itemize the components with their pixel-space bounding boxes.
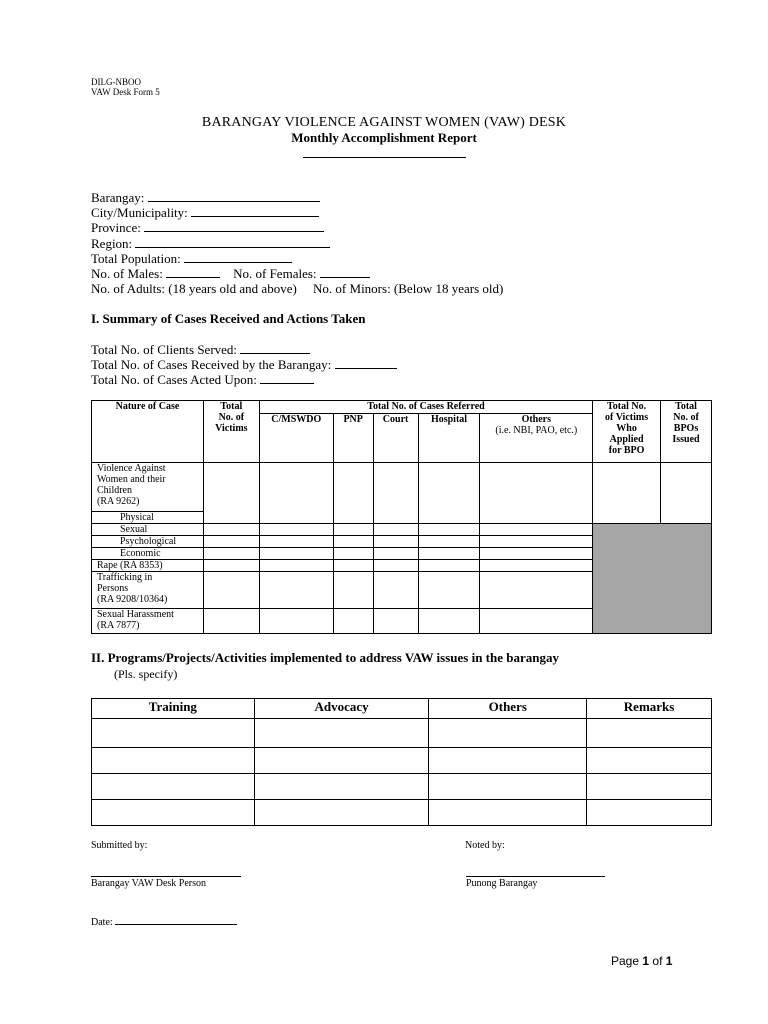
shaded-cell [593,524,712,634]
date-label: Date: [91,917,113,928]
row-label-sexual: Sexual [92,524,204,536]
population-label: Total Population: [91,250,181,266]
form-code-line1: DILG-NBOO [91,77,141,87]
table-cell[interactable] [333,536,373,548]
submitter-role: Barangay VAW Desk Person [91,878,207,889]
row-traff-l3: (RA 9208/10364) [97,594,168,605]
cases-received-field [91,357,397,372]
section1-heading: I. Summary of Cases Received and Actions Taken [91,311,366,326]
page-subtitle: Monthly Accomplishment Report [291,130,477,145]
barangay-blank[interactable] [148,190,320,202]
table-cell[interactable] [661,463,712,524]
table-cell[interactable] [480,609,593,634]
table-cell[interactable] [593,463,661,524]
section2-note: (Pls. specify) [114,667,178,681]
table-cell[interactable] [373,609,418,634]
table-cell[interactable] [418,536,480,548]
table-cell[interactable] [373,463,418,524]
submitter-signature-line[interactable] [91,876,241,877]
table-cell[interactable] [418,560,480,572]
table-cell[interactable] [203,560,259,572]
header-others [480,414,593,463]
header-bpos-l2: No. of [673,412,699,423]
table-cell[interactable] [587,719,712,748]
header-bpos-l3: BPOs [673,423,699,434]
submitted-by-label: Submitted by: [91,840,148,851]
table-cell[interactable] [254,748,429,774]
title-underline [303,157,466,158]
table-cell[interactable] [92,774,255,800]
population-blank[interactable] [184,251,292,263]
region-label: Region: [91,235,133,251]
barangay-field [91,190,503,205]
table-row [92,463,712,512]
cases-acted-label: Total No. of Cases Acted Upon: [91,372,257,388]
page-number [611,954,672,968]
table-cell[interactable] [259,536,333,548]
noter-signature-line[interactable] [466,876,605,877]
header-bpo-victims-l4: Applied [609,434,644,445]
page-number-label: Page 1 of 1 [611,954,673,968]
table-cell[interactable] [480,572,593,609]
table-cell[interactable] [259,609,333,634]
header-bpos-issued [661,401,712,463]
table-cell[interactable] [203,536,259,548]
cases-summary-table [91,400,712,634]
table-cell[interactable] [203,463,259,524]
cases-acted-field [91,372,397,387]
table-cell[interactable] [429,748,587,774]
header-training: Training [92,699,255,719]
page-title: BARANGAY VIOLENCE AGAINST WOMEN (VAW) DESK [201,115,567,130]
table-cell[interactable] [418,609,480,634]
table-row [92,524,712,536]
males-label: No. of Males: [91,265,163,281]
table-cell[interactable] [259,463,333,524]
clients-served-blank[interactable] [240,342,310,354]
table-cell[interactable] [259,572,333,609]
table-cell[interactable] [333,560,373,572]
table-cell[interactable] [203,572,259,609]
form-code [91,77,160,97]
city-label: City/Municipality: [91,205,188,221]
cases-received-blank[interactable] [335,357,397,369]
table-cell[interactable] [373,572,418,609]
header-nature-of-case: Nature of Case [92,401,204,463]
profile-fields [91,190,503,296]
row-vaw-l2: Women and their [97,474,166,485]
row-label-rape: Rape (RA 8353) [92,560,204,572]
sex-fields [91,266,503,281]
table-cell[interactable] [254,800,429,826]
row-label-psychological: Psychological [92,536,204,548]
females-label: No. of Females: [233,265,317,281]
table-cell[interactable] [373,548,418,560]
row-label-physical: Physical [92,512,204,524]
table-cell[interactable] [333,548,373,560]
table-cell[interactable] [259,560,333,572]
header-bpo-victims-l5: for BPO [608,445,645,456]
header-others-label: Others [521,414,552,425]
table-cell[interactable] [429,774,587,800]
header-court: Court [373,414,418,463]
table-cell[interactable] [480,560,593,572]
females-blank[interactable] [320,266,370,278]
header-hospital: Hospital [418,414,480,463]
header-total-victims [203,401,259,463]
table-cell[interactable] [203,524,259,536]
table-row [92,800,712,826]
table-cell[interactable] [480,524,593,536]
header-bpo-victims-l1: Total No. [607,401,647,412]
row-vaw-l3: Children [97,485,132,496]
age-fields [91,281,503,296]
adults-label: No. of Adults: (18 years old and above) [91,281,297,297]
table-cell[interactable] [587,774,712,800]
table-cell[interactable] [480,548,593,560]
table-cell[interactable] [429,800,587,826]
population-field [91,251,503,266]
region-blank[interactable] [135,236,330,248]
header-victims-applied-bpo [593,401,661,463]
header-cases-referred: Total No. of Cases Referred [259,401,592,414]
noter-role: Punong Barangay [466,878,538,889]
programs-header-row [92,699,712,719]
row-label-economic: Economic [92,548,204,560]
table-cell[interactable] [480,463,593,524]
table-cell[interactable] [480,536,593,548]
row-label-harassment [92,609,204,634]
noted-by-label: Noted by: [465,840,505,851]
header-pnp: PNP [333,414,373,463]
table-cell[interactable] [254,774,429,800]
date-field [91,915,237,928]
barangay-label: Barangay: [91,190,145,205]
table-cell[interactable] [254,719,429,748]
table-cell[interactable] [418,548,480,560]
header-cmswdo: C/MSWDO [259,414,333,463]
minors-label: No. of Minors: (Below 18 years old) [313,281,504,297]
header-total-victims-l3: Victims [215,423,248,434]
row-traff-l1: Trafficking in [97,572,153,583]
header-total-victims-l1: Total [220,401,243,412]
row-label-trafficking [92,572,204,609]
section2-heading: II. Programs/Projects/Activities implemented to address VAW issues in the barangay [91,650,559,665]
table-cell[interactable] [92,719,255,748]
case-totals [91,342,397,388]
cases-acted-blank[interactable] [260,372,314,384]
table-cell[interactable] [203,609,259,634]
table-cell[interactable] [333,524,373,536]
table-cell[interactable] [429,719,587,748]
table-cell[interactable] [92,800,255,826]
table-cell[interactable] [418,463,480,524]
header-total-victims-l2: No. of [218,412,245,423]
table-row [92,774,712,800]
header-others-sub: (i.e. NBI, PAO, etc.) [495,425,578,436]
city-field [91,205,503,220]
row-traff-l2: Persons [97,583,129,594]
region-field [91,236,503,251]
row-harass-l1: Sexual Harassment [97,609,174,620]
males-blank[interactable] [166,266,220,278]
clients-served-field [91,342,397,357]
programs-table [91,698,712,826]
province-field [91,220,503,235]
header-others: Others [429,699,587,719]
table-cell[interactable] [92,748,255,774]
table-row [92,719,712,748]
row-vaw-l1: Violence Against [97,463,166,474]
clients-served-label: Total No. of Clients Served: [91,342,238,357]
form-code-line2: VAW Desk Form 5 [91,87,160,97]
header-remarks: Remarks [587,699,712,719]
city-blank[interactable] [191,205,319,217]
table-cell[interactable] [203,548,259,560]
table-cell[interactable] [259,548,333,560]
table-cell[interactable] [373,560,418,572]
table-cell[interactable] [373,536,418,548]
province-blank[interactable] [144,220,324,232]
row-harass-l2: (RA 7877) [97,620,140,631]
table-cell[interactable] [418,524,480,536]
header-bpo-victims-l2: of Victims [605,412,649,423]
header-bpos-l4: Issued [672,434,700,445]
cases-received-label: Total No. of Cases Received by the Barangay: [91,357,332,373]
header-bpos-l1: Total [675,401,697,412]
table-cell[interactable] [418,572,480,609]
table-header-row [92,401,712,414]
table-row [92,748,712,774]
province-label: Province: [91,220,141,236]
row-label-vaw [92,463,204,512]
table-cell[interactable] [333,572,373,609]
date-blank[interactable] [115,915,237,925]
table-cell[interactable] [333,609,373,634]
row-vaw-l4: (RA 9262) [97,496,140,507]
header-advocacy: Advocacy [254,699,429,719]
table-cell[interactable] [333,463,373,524]
table-cell[interactable] [373,524,418,536]
table-cell[interactable] [259,524,333,536]
table-cell[interactable] [587,800,712,826]
header-bpo-victims-l3: Who [616,423,637,434]
table-cell[interactable] [587,748,712,774]
